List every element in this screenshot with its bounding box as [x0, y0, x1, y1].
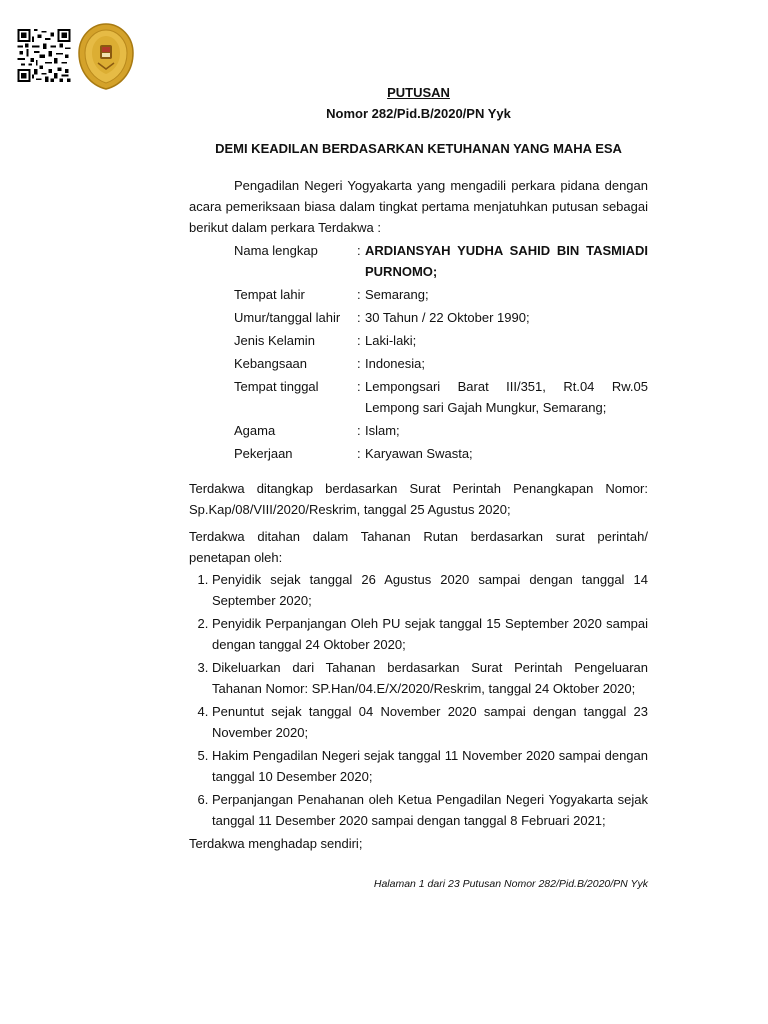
- identity-colon: :: [357, 310, 361, 325]
- identity-value: Islam;: [365, 423, 400, 438]
- intro-paragraph: Pengadilan Negeri Yogyakarta yang mengadili perkara pidana dengan acara pemeriksaan biasa dalam tingkat pertama menjatuhkan putusan sebagai berikut dalam perkara Terdakwa :: [189, 178, 648, 235]
- list-item: 1. Penyidik sejak tanggal 26 Agustus 2020 sampai dengan tanggal 14 September 2020;: [212, 569, 648, 611]
- identity-label: Kebangsaan: [234, 356, 308, 371]
- list-item: 3. Dikeluarkan dari Tahanan berdasarkan Surat Perintah Pengeluaran Tahanan Nomor: SP.Han/04.E/X/2020/Reskrim, tanggal 24 Oktober 2020;: [212, 657, 648, 699]
- identity-row: [234, 420, 648, 443]
- identity-row: [234, 307, 648, 330]
- identity-label: Umur/tanggal lahir: [234, 310, 341, 325]
- list-item: 5. Hakim Pengadilan Negeri sejak tanggal 11 November 2020 sampai dengan tanggal 10 Desember 2020;: [212, 745, 648, 787]
- identity-row: [234, 240, 648, 284]
- case-number: Nomor 282/Pid.B/2020/PN Yyk: [326, 106, 511, 121]
- list-item: 2. Penyidik Perpanjangan Oleh PU sejak tanggal 15 September 2020 sampai dengan tanggal 24 Oktober 2020;: [212, 613, 648, 655]
- detention-list: [189, 569, 648, 831]
- defendant-identity-table: [234, 240, 648, 466]
- identity-colon: :: [357, 243, 361, 258]
- identity-colon: :: [357, 333, 361, 348]
- identity-row: [234, 330, 648, 353]
- identity-colon: :: [357, 446, 361, 461]
- document-body: [189, 84, 648, 854]
- identity-label: Pekerjaan: [234, 446, 293, 461]
- identity-row: [234, 376, 648, 420]
- court-motto: DEMI KEADILAN BERDASARKAN KETUHANAN YANG MAHA ESA: [215, 141, 622, 156]
- identity-colon: :: [357, 356, 361, 371]
- identity-colon: :: [357, 287, 361, 302]
- page-footer: Halaman 1 dari 23 Putusan Nomor 282/Pid.B/2020/PN Yyk: [373, 878, 648, 890]
- qr-code-icon: [15, 29, 73, 82]
- identity-row: [234, 443, 648, 466]
- detention-intro: Terdakwa ditahan dalam Tahanan Rutan berdasarkan surat perintah/ penetapan oleh:: [189, 529, 648, 565]
- identity-value: Indonesia;: [365, 356, 425, 371]
- list-item: 6. Perpanjangan Penahanan oleh Ketua Pengadilan Negeri Yogyakarta sejak tanggal 11 Desember 2020 sampai dengan tanggal 8 Februari 2021;: [212, 789, 648, 831]
- identity-colon: :: [357, 379, 361, 394]
- court-seal-icon: [78, 23, 134, 90]
- closing-statement: Terdakwa menghadap sendiri;: [189, 836, 363, 851]
- identity-value: Semarang;: [365, 287, 429, 302]
- identity-colon: :: [357, 423, 361, 438]
- arrest-paragraph: Terdakwa ditangkap berdasarkan Surat Perintah Penangkapan Nomor: Sp.Kap/08/VIII/2020/Reskrim, tanggal 25 Agustus 2020;: [189, 481, 648, 517]
- identity-row: [234, 353, 648, 376]
- identity-label: Agama: [234, 423, 276, 438]
- identity-value: Laki-laki;: [365, 333, 417, 348]
- identity-label: Jenis Kelamin: [234, 333, 315, 348]
- identity-label: Nama lengkap: [234, 243, 318, 258]
- identity-value: Karyawan Swasta;: [365, 446, 473, 461]
- identity-value: ARDIANSYAH YUDHA SAHID BIN TASMIADI PURNOMO;: [365, 243, 648, 279]
- identity-value: 30 Tahun / 22 Oktober 1990;: [365, 310, 530, 325]
- document-title: PUTUSAN: [387, 85, 450, 100]
- list-item: 4. Penuntut sejak tanggal 04 November 2020 sampai dengan tanggal 23 November 2020;: [212, 701, 648, 743]
- identity-row: [234, 284, 648, 307]
- identity-label: Tempat lahir: [234, 287, 305, 302]
- identity-value: Lempongsari Barat III/351, Rt.04 Rw.05 Lempong sari Gajah Mungkur, Semarang;: [365, 379, 648, 415]
- identity-label: Tempat tinggal: [234, 379, 319, 394]
